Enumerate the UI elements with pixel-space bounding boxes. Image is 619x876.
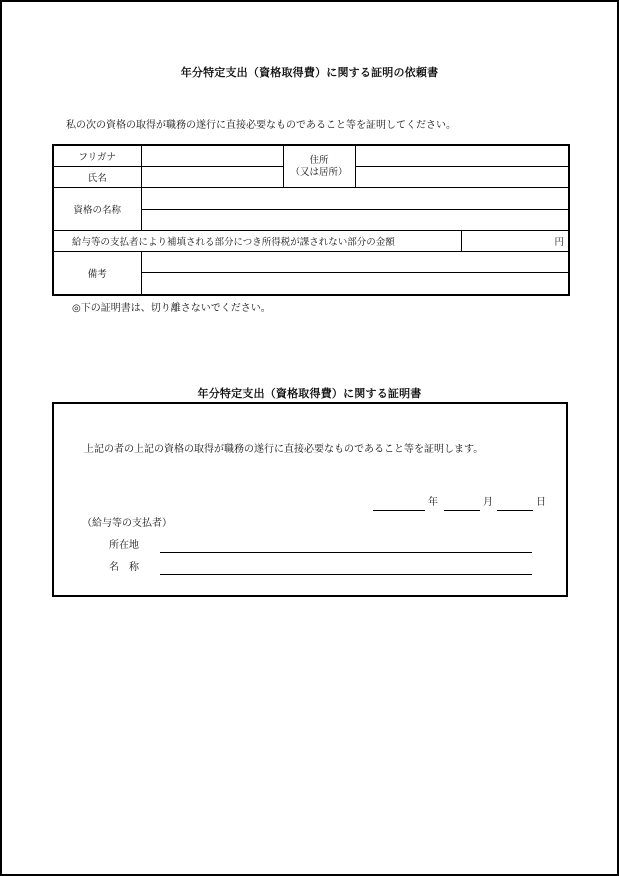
month-label: 月 [483,497,493,508]
location-field[interactable] [160,552,532,553]
remarks-field-line1[interactable] [141,252,569,273]
year-field[interactable] [373,510,425,511]
amount-label: 給与等の支払者により補填される部分につき所得税が課されない部分の金額 [53,231,461,252]
name-label: 氏名 [53,167,141,188]
address-field-line1[interactable] [355,145,569,167]
yen-unit: 円 [554,237,564,248]
detach-note: ◎下の証明書は、切り離さないでください。 [72,303,271,314]
address-label [283,145,355,188]
request-form-table [52,144,570,296]
furigana-label: フリガナ [53,145,141,167]
remarks-field-line2[interactable] [141,273,569,295]
qualification-field-line2[interactable] [141,209,569,231]
qualification-field-line1[interactable] [141,188,569,210]
year-label: 年 [428,497,438,508]
furigana-field[interactable] [141,145,283,167]
location-label: 所在地 [109,540,139,551]
address-label-line2: （又は居所） [290,166,348,178]
name-field[interactable] [141,167,283,188]
month-field[interactable] [444,510,480,511]
payer-label: （給与等の支払者） [82,518,172,529]
request-intro-text: 私の次の資格の取得が職務の遂行に直接必要なものであること等を証明してください。 [66,120,456,131]
company-name-label: 名 称 [109,562,139,573]
certificate-statement: 上記の者の上記の資格の取得が職務の遂行に直接必要なものであること等を証明します。 [84,444,484,455]
amount-field[interactable] [461,231,569,252]
address-label-line1: 住所 [309,154,329,166]
company-name-field[interactable] [160,574,532,575]
day-field[interactable] [497,510,533,511]
certificate-box [52,402,568,597]
address-field-line2[interactable] [355,167,569,188]
request-title: 年分特定支出（資格取得費）に関する証明の依頼書 [180,66,439,79]
remarks-label: 備考 [53,252,141,296]
certificate-title: 年分特定支出（資格取得費）に関する証明書 [197,387,422,400]
qualification-label: 資格の名称 [53,188,141,231]
day-label: 日 [536,497,546,508]
